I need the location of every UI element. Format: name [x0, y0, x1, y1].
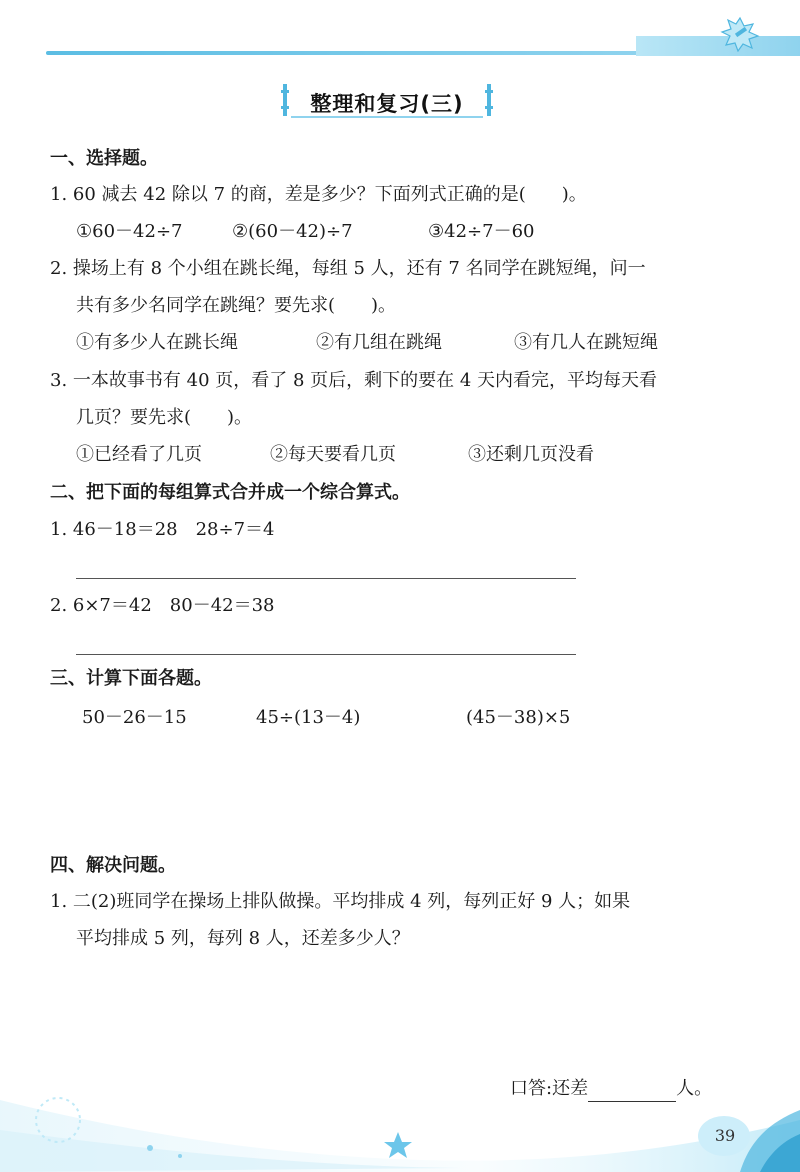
- section1-heading: 一、选择题。: [50, 148, 158, 169]
- title-bracket-right: [485, 84, 493, 116]
- page-title-block: [281, 82, 493, 122]
- section2-heading: 二、把下面的每组算式合并成一个综合算式。: [50, 482, 410, 503]
- page-title: 整理和复习(三): [310, 92, 464, 116]
- q4-1-line2: 平均排成 5 列，每列 8 人，还差多少人？: [76, 928, 410, 949]
- q2-1-answer-line[interactable]: [76, 578, 576, 579]
- top-band: [636, 36, 800, 56]
- q1-1-text: 1. 60 减去 42 除以 7 的商，差是多少？下面列式正确的是( )。: [50, 184, 587, 205]
- q2-1-expressions: 1. 46－18＝28 28÷7＝4: [50, 519, 275, 540]
- section4-heading: 四、解决问题。: [50, 855, 176, 876]
- calc-item-3: (45－38)×5: [466, 707, 571, 728]
- q1-2-option-b: ②有几组在跳绳: [316, 332, 442, 353]
- top-rule: [46, 51, 646, 55]
- q1-2-option-a: ①有多少人在跳长绳: [76, 332, 238, 353]
- q1-2-line1: 2. 操场上有 8 个小组在跳长绳，每组 5 人，还有 7 名同学在跳短绳，问一: [50, 258, 646, 279]
- oral-answer-suffix: 人。: [676, 1078, 713, 1099]
- q1-3-option-b: ②每天要看几页: [270, 444, 396, 465]
- q1-2-option-c: ③有几人在跳短绳: [514, 332, 658, 353]
- section3-heading: 三、计算下面各题。: [50, 668, 212, 689]
- q1-2-line2: 共有多少名同学在跳绳？要先求( )。: [76, 295, 397, 316]
- q1-1-option-c: ③42÷7－60: [428, 221, 535, 242]
- pencil-badge-icon: [720, 16, 760, 52]
- q2-2-answer-line[interactable]: [76, 654, 576, 655]
- q1-1-option-b: ②(60－42)÷7: [232, 221, 353, 242]
- q1-1-option-a: ①60－42÷7: [76, 221, 183, 242]
- q2-2-expressions: 2. 6×7＝42 80－42＝38: [50, 595, 275, 616]
- q1-3-line2: 几页？要先求( )。: [76, 407, 253, 428]
- calc-item-1: 50－26－15: [82, 707, 187, 728]
- calc-item-2: 45÷(13－4): [256, 707, 361, 728]
- q4-1-line1: 1. 二(2)班同学在操场上排队做操。平均排成 4 列，每列正好 9 人；如果: [50, 891, 631, 912]
- page-number: 39: [714, 1126, 736, 1145]
- bottom-decoration: [0, 1060, 800, 1172]
- q1-3-option-a: ①已经看了几页: [76, 444, 202, 465]
- q1-3-line1: 3. 一本故事书有 40 页，看了 8 页后，剩下的要在 4 天内看完，平均每天看: [50, 370, 658, 391]
- q1-3-option-c: ③还剩几页没看: [468, 444, 594, 465]
- oral-answer-prefix: 口答:还差: [510, 1078, 589, 1099]
